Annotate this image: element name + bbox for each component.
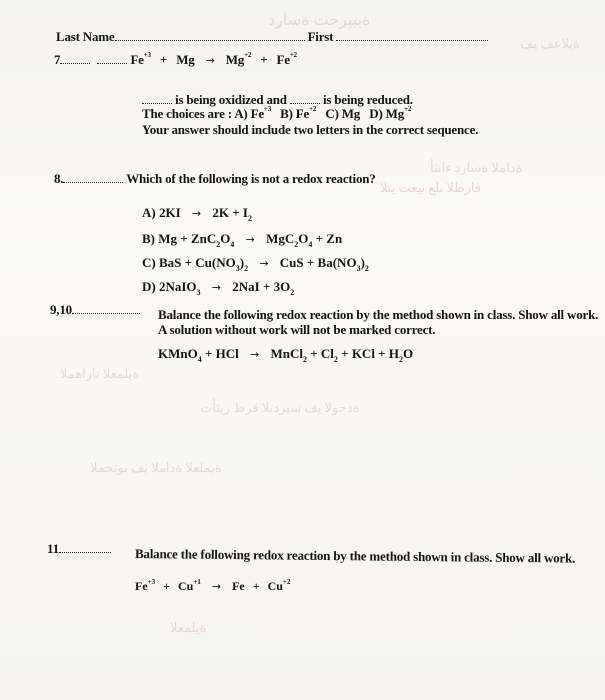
question-11-equation: $Fe^{+3} + Cu^{+1} \to Fe + Cu^{+2}$: [135, 578, 291, 593]
bleed-through-mark: ةيلمعلا: [170, 620, 207, 635]
first-name-label: First: [307, 29, 334, 44]
answer-blank[interactable]: [59, 543, 111, 553]
answer-blank[interactable]: [60, 54, 90, 64]
question-number: 9,10: [50, 302, 72, 317]
bleed-through-mark: ةيبيرجت ةسارد: [268, 12, 371, 29]
question-7-line: is being oxidized and is being reduced.: [142, 92, 413, 108]
option-b: B) $Mg + ZnC_2O_4 \to MgC_2O_4 + Zn$: [142, 231, 343, 249]
question-number: 11: [47, 541, 59, 556]
last-name-blank[interactable]: [115, 31, 305, 41]
question-7-choices: The choices are : A) $Fe^{+3}$ B) $Fe^{+2}$ C) Mg D) $Mg^{+2}$: [142, 105, 412, 121]
question-text: Which of the following is not a redox reaction?: [126, 171, 376, 186]
question-9-10-instruction: Balance the following redox reaction by the method shown in class. Show all work.: [158, 307, 599, 322]
option-a: A) $2KI \to 2K + I_2$: [142, 205, 252, 223]
bleed-through-mark: ةيلمعلا تاراهملا: [60, 366, 140, 381]
question-11-instruction: Balance the following redox reaction by the method shown in class. Show all work.: [134, 546, 576, 566]
reduced-blank[interactable]: [290, 94, 320, 104]
question-9-10-note: A solution without work will not be marked correct.: [158, 322, 436, 337]
question-7-instruction: Your answer should include two letters in the correct sequence.: [142, 122, 479, 137]
q7-equation: $Fe^{+3} + Mg \to Mg^{+2} + Fe^{+2}$: [130, 51, 297, 67]
option-d: D) 2NaIO$_3$ → $2NaI + 3O_2$: [142, 279, 295, 297]
work-area-11[interactable]: [130, 605, 580, 690]
option-c: C) BaS + $Cu(NO_3)_2$ → CuS + $Ba(NO_3)_2$: [142, 255, 369, 273]
question-8-row: [54, 171, 376, 187]
answer-blank[interactable]: [63, 173, 123, 183]
question-9-10-equation: KMnO$_4$ + HCl → MnCl$_2$ + $Cl_2$ + KCl + $H_2O$: [158, 346, 414, 364]
bleed-through-mark: ةداملا ةسارد ءانثأ: [430, 160, 523, 175]
bleed-through-mark: ةدحولا يف سيردتلا قرط ريثأت: [200, 400, 360, 415]
name-header: [56, 29, 488, 45]
question-number: 8.: [54, 171, 64, 186]
bleed-through-mark: فارطلا ىلع نيعت يتلا: [380, 180, 482, 195]
answer-blank-2[interactable]: [97, 54, 127, 64]
last-name-label: Last Name: [56, 29, 115, 44]
question-11-row: [47, 541, 111, 557]
oxidized-blank[interactable]: [142, 94, 172, 104]
question-9-10-row: [50, 302, 140, 318]
question-7-row: [54, 52, 297, 68]
bleed-through-mark: ةيلاعف يف: [520, 36, 580, 51]
reaction-arrow: →: [205, 54, 215, 67]
bleed-through-mark: ةيملعلا ةداملا يف ىوتحملا: [90, 460, 222, 475]
question-number: 7: [54, 52, 61, 67]
work-area-9-10[interactable]: [140, 380, 580, 520]
answer-blank[interactable]: [72, 304, 140, 314]
first-name-blank[interactable]: [336, 31, 488, 41]
